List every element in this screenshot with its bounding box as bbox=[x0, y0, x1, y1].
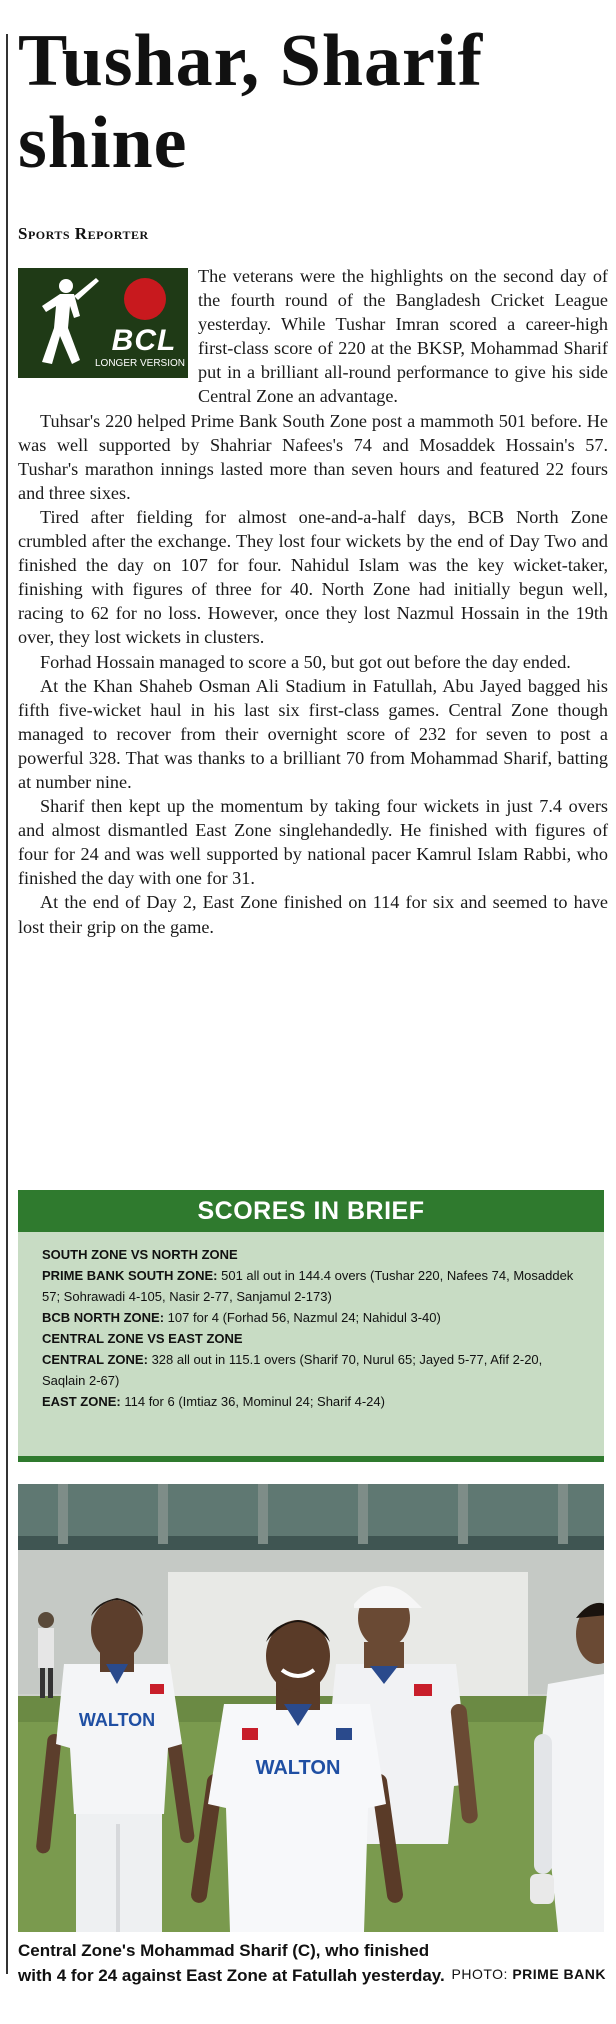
scores-header: SCORES IN BRIEF bbox=[18, 1190, 604, 1232]
team-score: 114 for 6 (Imtiaz 36, Mominul 24; Sharif 4-24) bbox=[124, 1394, 385, 1409]
team-score: 328 all out in 115.1 overs (Sharif 70, Nurul 65; Jayed 5-77, Afif 2-20, Saqlain 2-67) bbox=[42, 1352, 543, 1388]
byline: Sports Reporter bbox=[18, 224, 149, 243]
article-body bbox=[18, 264, 608, 939]
photo-credit-name: PRIME BANK bbox=[512, 1966, 606, 1982]
team-name: PRIME BANK SOUTH ZONE: bbox=[42, 1268, 218, 1283]
paragraph: The veterans were the highlights on the second day of the fourth round of the Bangladesh Cricket League yesterday. While Tushar Imran scored a career-high first-class score of 220 at the BKSP, Mohammad Sharif put in a brilliant all-round performance to give his side Central Zone an advantage. bbox=[198, 266, 608, 407]
team-score: 501 all out in 144.4 overs (Tushar 220, Nafees 74, Mosaddek 57; Sohrawadi 4-105, Nasir 2-77, Sanjamul 2-173) bbox=[42, 1268, 574, 1304]
team-score-line bbox=[42, 1265, 580, 1307]
team-score-line bbox=[42, 1349, 580, 1391]
paragraph: Forhad Hossain managed to score a 50, but got out before the day ended. bbox=[40, 651, 571, 672]
team-name: BCB NORTH ZONE: bbox=[42, 1310, 165, 1325]
team-name: EAST ZONE: bbox=[42, 1394, 121, 1409]
jersey-text: WALTON bbox=[255, 1757, 341, 1779]
logo-title: BCL bbox=[111, 324, 177, 357]
paragraph: Tired after fielding for almost one-and-a-half days, BCB North Zone crumbled after the exchange. They lost four wickets by the end of Day Two and finished the day on 107 for four. Nahidul Islam was the key wicket-taker, finishing with figures of three for 40. North Zone had initially begun well, racing to 62 for no loss. However, once they lost Nazmul Hossain in the 19th over, they lost wickets in clusters. bbox=[18, 506, 608, 648]
photo-credit-label: PHOTO: bbox=[451, 1966, 508, 1982]
scores-body bbox=[18, 1232, 604, 1412]
paragraph: At the Khan Shaheb Osman Ali Stadium in Fatullah, Abu Jayed bagged his fifth five-wicket haul in his last six first-class games. Central Zone though managed to recover from their overnight score of 232 for seven to post a powerful 328. That was thanks to a brilliant 70 from Mohammad Sharif, batting at number nine. bbox=[18, 675, 608, 792]
photo-credit bbox=[424, 1966, 606, 1982]
players-photo-illustration bbox=[18, 1484, 604, 1932]
paragraph: Sharif then kept up the momentum by taking four wickets in just 7.4 overs and almost dismantled East Zone singlehandedly. He finished with figures of four for 24 and was well supported by national pacer Kamrul Islam Rabbi, who finished the day with one for 31. bbox=[18, 796, 608, 889]
photo-caption: Central Zone's Mohammad Sharif (C), who finished with 4 for 24 against East Zone at Fatullah yesterday. bbox=[18, 1941, 445, 1985]
match-title: SOUTH ZONE VS NORTH ZONE bbox=[42, 1247, 238, 1262]
scores-in-brief-box bbox=[18, 1190, 604, 1462]
paragraph: Tuhsar's 220 helped Prime Bank South Zone post a mammoth 501 before. He was well supported by Shahriar Nafees's 74 and Mosaddek Hossain's 57. Tushar's marathon innings lasted more than seven hours and featured 22 fours and three sixes. bbox=[18, 410, 608, 503]
logo-subtitle: LONGER VERSION bbox=[94, 358, 186, 369]
paragraph: At the end of Day 2, East Zone finished on 114 for six and seemed to have lost their grip on the game. bbox=[18, 892, 608, 937]
players-photo bbox=[18, 1484, 604, 1932]
team-score-line bbox=[42, 1307, 580, 1328]
team-score-line bbox=[42, 1391, 580, 1412]
match-title: CENTRAL ZONE VS EAST ZONE bbox=[42, 1331, 243, 1346]
jersey-text: WALTON bbox=[78, 1710, 156, 1730]
team-score: 107 for 4 (Forhad 56, Nazmul 24; Nahidul 3-40) bbox=[167, 1310, 441, 1325]
column-rule bbox=[6, 34, 8, 1974]
headline: Tushar, Sharif shine bbox=[18, 20, 484, 184]
team-name: CENTRAL ZONE: bbox=[42, 1352, 148, 1367]
